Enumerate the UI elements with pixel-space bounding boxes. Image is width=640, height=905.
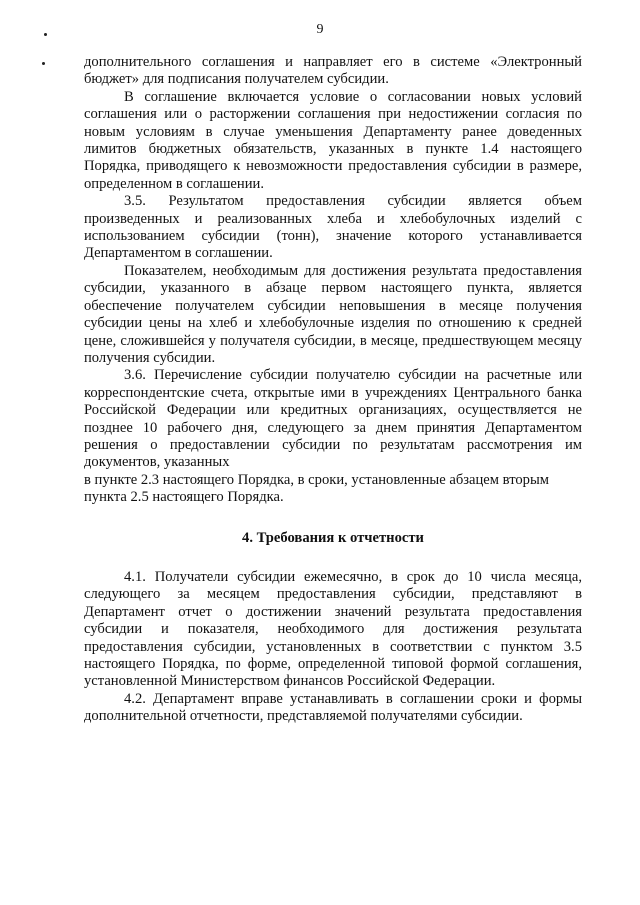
paragraph-3-6-end: в пункте 2.3 настоящего Порядка, в сроки, установленные абзацем вторым пункта 2.5 настоящего Порядка.: [84, 471, 550, 506]
page-number: 9: [316, 22, 324, 37]
paragraph-4-1: 4.1. Получатели субсидии ежемесячно, в срок до 10 числа месяца, следующего за месяцем предоставления субсидии, представляют в Департамент отчет о достижении значений результата предоставления субсидии и показателя, необходимого для достижения результата предоставления субсидии, установленных в соответствии с пунктом 3.5 настоящего Порядка, по форме, определенной типовой формой соглашения, установленной Министерством финансов Российской Федерации.: [84, 568, 582, 690]
paragraph-indicator: Показателем, необходимым для достижения результата предоставления субсидии, указанного в абзаце первом настоящего пункта, является обеспечение получателем субсидии неповышения в месяце получения субсидии цены на хлеб и хлебобулочные изделия по отношению к средней цене, сложившейся у получателя субсидии, в месяце, предшествующем месяцу получения субсидии.: [84, 262, 582, 366]
scan-mark-dot: [42, 62, 45, 65]
paragraph-4-2: 4.2. Департамент вправе устанавливать в соглашении сроки и формы дополнительной отчетности, представляемой получателями субсидии.: [84, 690, 582, 725]
scan-mark-dot: [44, 33, 47, 36]
section-heading: 4. Требования к отчетности: [242, 529, 424, 546]
paragraph-agreement-condition: В соглашение включается условие о согласовании новых условий соглашения или о расторжении соглашения при недостижении согласия по новым условиям в случае уменьшения Департаменту ранее доведенных лимитов бюджетных обязательств, указанных в пункте 1.4 настоящего Порядка, приводящего к невозможности предоставления субсидии в размере, определенном в соглашении.: [84, 88, 582, 192]
paragraph-3-6: 3.6. Перечисление субсидии получателю субсидии на расчетные или корреспондентские счета, открытые ими в учреждениях Центрального банка Российской Федерации или кредитных организациях, осуществляется не позднее 10 рабочего дня, следующего за днем принятия Департаментом решения о предоставлении субсидии по результатам рассмотрения им документов, указанных: [84, 367, 582, 471]
document-body: [84, 54, 582, 726]
paragraph-3-5: 3.5. Результатом предоставления субсидии является объем произведенных и реализованных хлеба и хлебобулочных изделий с использованием субсидии (тонн), значение которого устанавливается Департаментом в соглашении.: [84, 193, 582, 262]
paragraph-continuation: дополнительного соглашения и направляет его в системе «Электронный бюджет» для подписания получателем субсидии.: [84, 54, 582, 88]
